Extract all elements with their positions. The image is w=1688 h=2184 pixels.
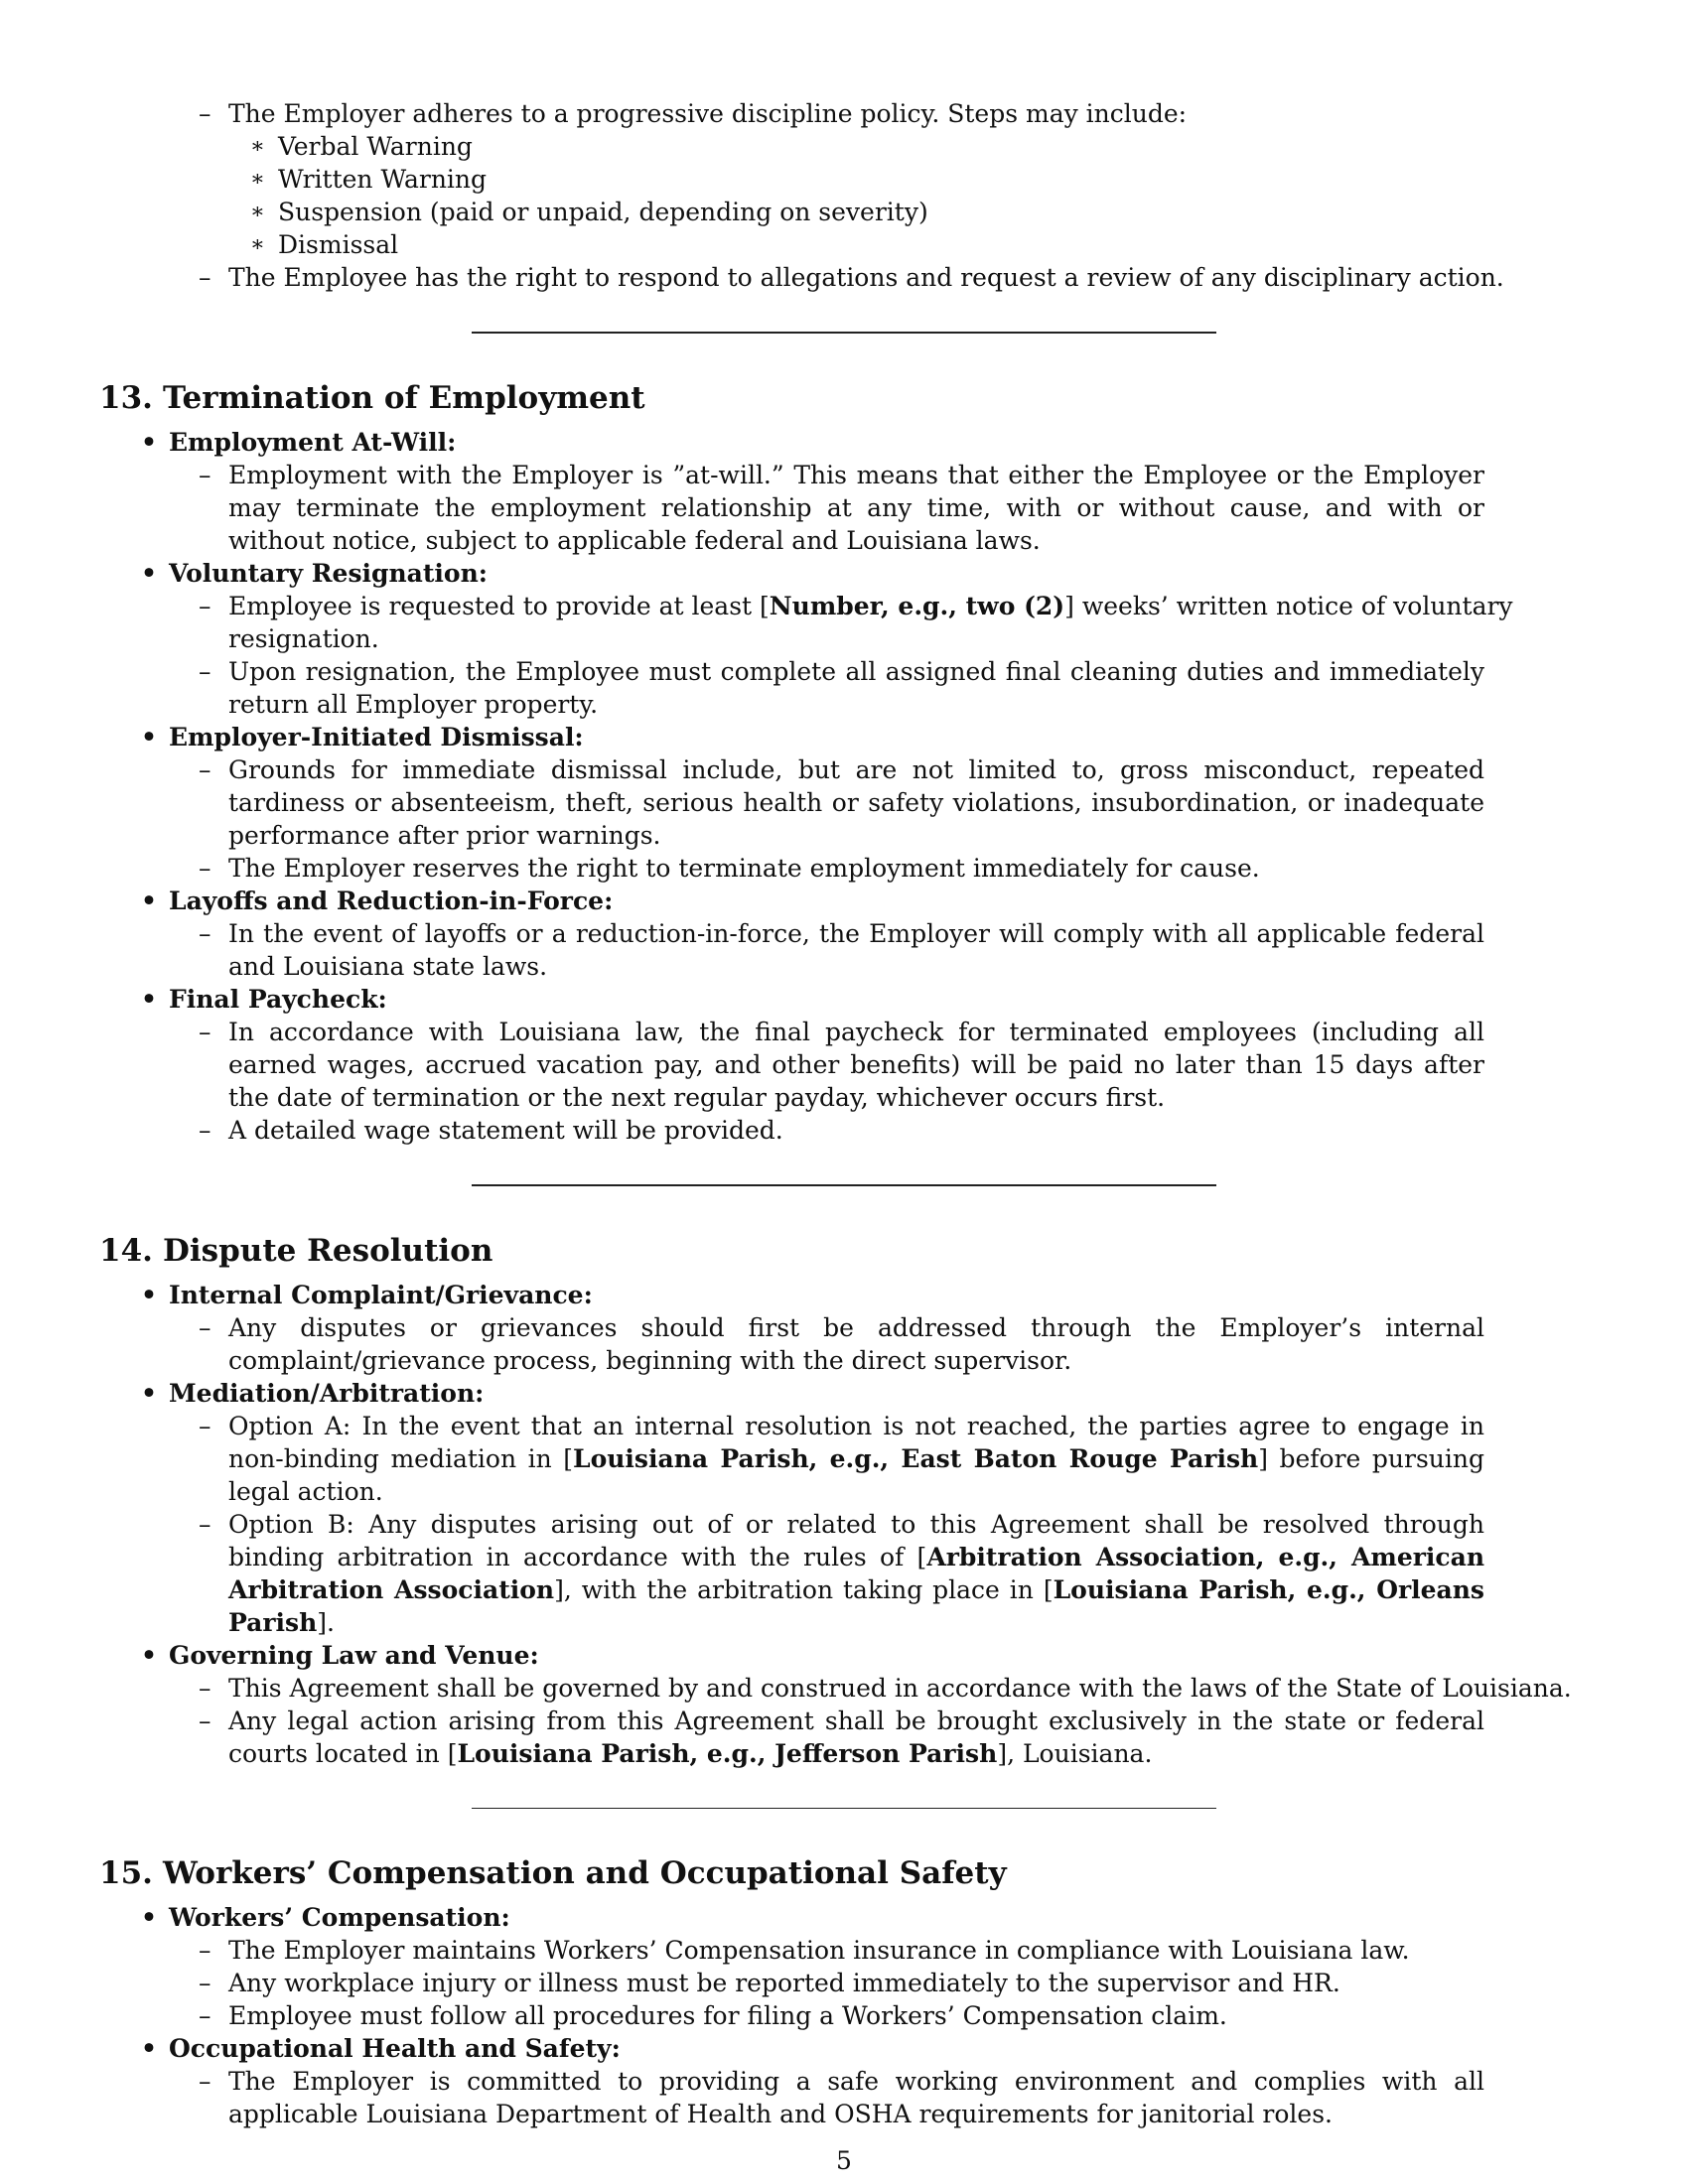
placeholder-text: Louisiana Parish, e.g., Jefferson Parish [457, 1739, 998, 1768]
list-item-text: The Employer adheres to a progressive discipline policy. Steps may include: [228, 99, 1188, 128]
bullet-heading: • Governing Law and Venue: [141, 1641, 539, 1670]
list-item: – The Employer reserves the right to terminate employment immediately for cause. [199, 854, 1260, 883]
list-item: – Employment with the Employer is ”at-will.” This means that either the Employee or the Employer may terminate the employment relationship at any time, with or without cause, and with or without notice, subject to applicable federal and Louisiana laws. [199, 461, 1484, 555]
bullet-heading-text: Governing Law and Venue: [169, 1641, 539, 1670]
list-item-text: ]. [317, 1608, 335, 1637]
section-title: Termination of Employment [163, 380, 645, 416]
list-item-text: The Employer reserves the right to terminate employment immediately for cause. [228, 854, 1260, 883]
list-item-text: Any workplace injury or illness must be reported immediately to the supervisor and HR. [228, 1969, 1340, 1997]
bullet-heading-text: Layoffs and Reduction-in-Force: [169, 887, 614, 915]
section-title: Dispute Resolution [163, 1233, 493, 1269]
list-item-text: In the event of layoffs or a reduction-in-force, the Employer will comply with all applicable federal and Louisiana state laws. [228, 919, 1484, 981]
list-item-text: Option B: Any disputes arising out of or related to this Agreement shall be resolved through binding arbitration in accordance with the rules of [ [228, 1510, 1484, 1571]
section-number: 14. [99, 1233, 153, 1269]
bullet-heading: • Final Paycheck: [141, 985, 387, 1014]
bullet-heading-text: Workers’ Compensation: [169, 1903, 510, 1932]
section-heading-14 [99, 1231, 1589, 1271]
list-item-text: This Agreement shall be governed by and construed in accordance with the laws of the State of Louisiana. [228, 1674, 1572, 1703]
list-item-text: Written Warning [278, 165, 488, 194]
bullet-heading: • Employer-Initiated Dismissal: [141, 723, 584, 751]
bullet-heading: • Internal Complaint/Grievance: [141, 1281, 593, 1309]
list-item-text: A detailed wage statement will be provided. [228, 1116, 783, 1145]
bullet-heading-text: Final Paycheck: [169, 985, 387, 1014]
list-item: ∗ Dismissal [250, 230, 399, 259]
placeholder-text: Louisiana Parish, e.g., Orleans Parish [228, 1575, 1484, 1637]
list-item: ∗ Suspension (paid or unpaid, depending on severity) [250, 198, 928, 226]
list-item-text: Employee must follow all procedures for filing a Workers’ Compensation claim. [228, 2001, 1227, 2030]
section-title: Workers’ Compensation and Occupational Safety [163, 1855, 1007, 1891]
list-item-text: The Employer is committed to providing a safe working environment and complies with all applicable Louisiana Department of Health and OSHA requirements for janitorial roles. [228, 2067, 1484, 2128]
list-item-text: Grounds for immediate dismissal include, but are not limited to, gross misconduct, repeated tardiness or absenteeism, theft, serious health or safety violations, insubordination, or inadequate performance after prior warnings. [228, 755, 1484, 850]
bullet-heading: • Voluntary Resignation: [141, 559, 489, 588]
list-item-text: Employee is requested to provide at least [ [228, 592, 770, 620]
list-item: – The Employer is committed to providing a safe working environment and complies with all applicable Louisiana Department of Health and OSHA requirements for janitorial roles. [199, 2067, 1484, 2128]
bullet-heading-text: Occupational Health and Safety: [169, 2034, 621, 2063]
bullet-heading: • Occupational Health and Safety: [141, 2034, 621, 2063]
section-number: 15. [99, 1855, 153, 1891]
list-item-text: Verbal Warning [278, 132, 473, 161]
list-item: – Employee is requested to provide at least [Number, e.g., two (2)] weeks’ written notice of voluntary resignation. [199, 592, 1513, 653]
placeholder-text: Louisiana Parish, e.g., East Baton Rouge Parish [573, 1444, 1259, 1473]
list-item: ∗ Verbal Warning [250, 132, 473, 161]
list-item: – Option B: Any disputes arising out of or related to this Agreement shall be resolved through binding arbitration in accordance with the rules of [Arbitration Association, e.g., American Arbitration Association], with the arbitration taking place in [Louisiana Parish, e.g., Orleans Parish]. [199, 1510, 1484, 1637]
list-item: – The Employer adheres to a progressive discipline policy. Steps may include: [199, 99, 1188, 128]
list-item: – Employee must follow all procedures for filing a Workers’ Compensation claim. [199, 2001, 1227, 2030]
bullet-heading-text: Employment At-Will: [169, 428, 457, 457]
page-number: 5 [836, 2146, 852, 2175]
bullet-heading-text: Internal Complaint/Grievance: [169, 1281, 593, 1309]
section-number: 13. [99, 380, 153, 416]
list-item: – Grounds for immediate dismissal include, but are not limited to, gross misconduct, repeated tardiness or absenteeism, theft, serious health or safety violations, insubordination, or inadequate performance after prior warnings. [199, 755, 1484, 850]
list-item-text: ], Louisiana. [997, 1739, 1153, 1768]
list-item-text: Upon resignation, the Employee must complete all assigned final cleaning duties and immediately return all Employer property. [228, 657, 1484, 719]
placeholder-text: Number, e.g., two (2) [769, 592, 1065, 620]
list-item-text: The Employee has the right to respond to allegations and request a review of any disciplinary action. [228, 263, 1504, 292]
bullet-heading-text: Employer-Initiated Dismissal: [169, 723, 584, 751]
section-divider [472, 1808, 1216, 1809]
placeholder-text: Arbitration Association, e.g., American Arbitration Association [228, 1543, 1484, 1604]
list-item: – In accordance with Louisiana law, the final paycheck for terminated employees (including all earned wages, accrued vacation pay, and other benefits) will be paid no later than 15 days after the date of termination or the next regular payday, whichever occurs first. [199, 1018, 1484, 1112]
list-item-text: ] before pursuing legal action. [228, 1444, 1484, 1506]
list-item-text: Any legal action arising from this Agreement shall be brought exclusively in the state or federal courts located in [ [228, 1706, 1484, 1768]
list-item-text: Dismissal [278, 230, 399, 259]
list-item-text: Employment with the Employer is ”at-will.” This means that either the Employee or the Employer may terminate the employment relationship at any time, with or without cause, and with or without notice, subject to applicable federal and Louisiana laws. [228, 461, 1484, 555]
list-item: – The Employee has the right to respond to allegations and request a review of any disciplinary action. [199, 263, 1504, 292]
list-item: – Option A: In the event that an internal resolution is not reached, the parties agree to engage in non-binding mediation in [Louisiana Parish, e.g., East Baton Rouge Parish] before pursuing legal action. [199, 1412, 1484, 1506]
list-item-text: Any disputes or grievances should first be addressed through the Employer’s internal complaint/grievance process, beginning with the direct supervisor. [228, 1313, 1484, 1375]
list-item: ∗ Written Warning [250, 165, 488, 194]
list-item: – A detailed wage statement will be provided. [199, 1116, 783, 1145]
list-item-text: In accordance with Louisiana law, the final paycheck for terminated employees (including all earned wages, accrued vacation pay, and other benefits) will be paid no later than 15 days after the date of termination or the next regular payday, whichever occurs first. [228, 1018, 1484, 1112]
bullet-heading: • Mediation/Arbitration: [141, 1379, 485, 1408]
list-item: – Any workplace injury or illness must be reported immediately to the supervisor and HR. [199, 1969, 1340, 1997]
document-page [99, 97, 1589, 2130]
list-item: – Any legal action arising from this Agreement shall be brought exclusively in the state or federal courts located in [Louisiana Parish, e.g., Jefferson Parish], Louisiana. [199, 1706, 1484, 1768]
list-item-text: ], with the arbitration taking place in [ [554, 1575, 1054, 1604]
list-item-text: Suspension (paid or unpaid, depending on severity) [278, 198, 928, 226]
bullet-heading: • Workers’ Compensation: [141, 1903, 510, 1932]
list-item: – Upon resignation, the Employee must complete all assigned final cleaning duties and immediately return all Employer property. [199, 657, 1484, 719]
section-heading-13 [99, 378, 1589, 418]
list-item-text: The Employer maintains Workers’ Compensation insurance in compliance with Louisiana law. [228, 1936, 1410, 1965]
list-item: – This Agreement shall be governed by and construed in accordance with the laws of the State of Louisiana. [199, 1674, 1572, 1703]
list-item: – In the event of layoffs or a reduction-in-force, the Employer will comply with all applicable federal and Louisiana state laws. [199, 919, 1484, 981]
section-heading-15 [99, 1853, 1589, 1893]
list-item: – Any disputes or grievances should first be addressed through the Employer’s internal complaint/grievance process, beginning with the direct supervisor. [199, 1313, 1484, 1375]
section-divider [472, 332, 1216, 334]
bullet-heading: • Employment At-Will: [141, 428, 457, 457]
bullet-heading: • Layoffs and Reduction-in-Force: [141, 887, 614, 915]
list-item: – The Employer maintains Workers’ Compensation insurance in compliance with Louisiana law. [199, 1936, 1410, 1965]
list-item-text: Option A: In the event that an internal resolution is not reached, the parties agree to engage in non-binding mediation in [ [228, 1412, 1484, 1473]
section-divider [472, 1184, 1216, 1186]
bullet-heading-text: Mediation/Arbitration: [169, 1379, 485, 1408]
bullet-heading-text: Voluntary Resignation: [169, 559, 489, 588]
list-item-text: ] weeks’ written notice of voluntary resignation. [228, 592, 1513, 653]
